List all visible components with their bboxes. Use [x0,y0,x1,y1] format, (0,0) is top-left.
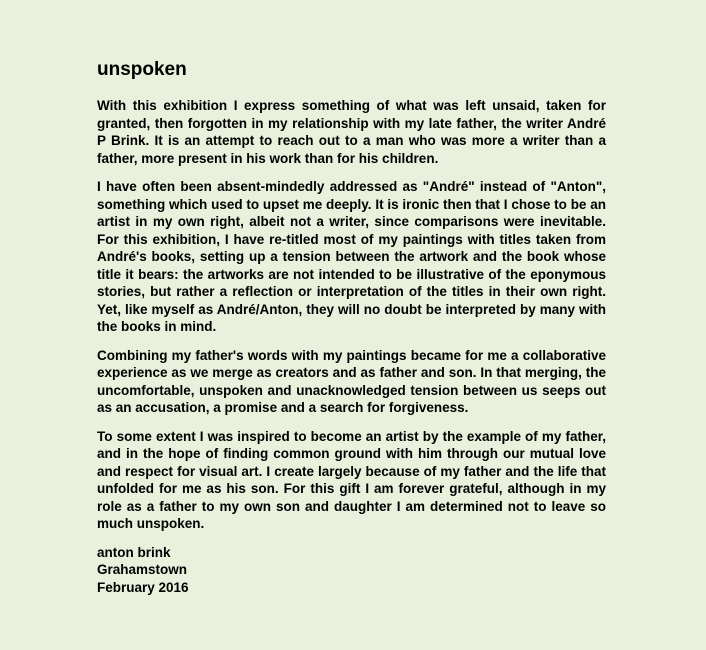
signature-name: anton brink [97,544,171,560]
page-title: unspoken [97,59,187,80]
artist-statement-page [97,58,606,596]
paragraph-inspiration: To some extent I was inspired to become an artist by the example of my father, and in the hope of finding common ground with him through our mutual love and respect for visual art. I create largely because of my father and the life that unfolded for me as his son. For this gift I am forever grateful, although in my role as a father to my own son and daughter I am determined not to leave so much unspoken. [97,428,606,531]
paragraph-collaboration: Combining my father's words with my paintings became for me a collaborative experience as we merge as creators and as father and son. In that merging, the uncomfortable, unspoken and unacknowledged tension between us seeps out as an accusation, a promise and a search for forgiveness. [97,347,606,415]
paragraph-andre-anton: I have often been absent-mindedly addressed as "André" instead of "Anton", something which used to upset me deeply. It is ironic then that I chose to be an artist in my own right, albeit not a writer, since comparisons were inevitable. For this exhibition, I have re-titled most of my paintings with titles taken from André's books, setting up a tension between the artwork and the book whose title it bears: the artworks are not intended to be illustrative of the eponymous stories, but rather a reflection or interpretation of the titles in their own right. Yet, like myself as André/Anton, they will no doubt be interpreted by many with the books in mind. [97,179,606,334]
signature-block [97,544,606,597]
signature-place: Grahamstown [97,562,188,577]
paragraph-intro: With this exhibition I express something of what was left unsaid, taken for granted, then forgotten in my relationship with my late father, the writer André P Brink. It is an attempt to reach out to a man who was more a writer than a father, more present in his work than for his children. [97,98,606,166]
signature-date: February 2016 [97,579,189,595]
